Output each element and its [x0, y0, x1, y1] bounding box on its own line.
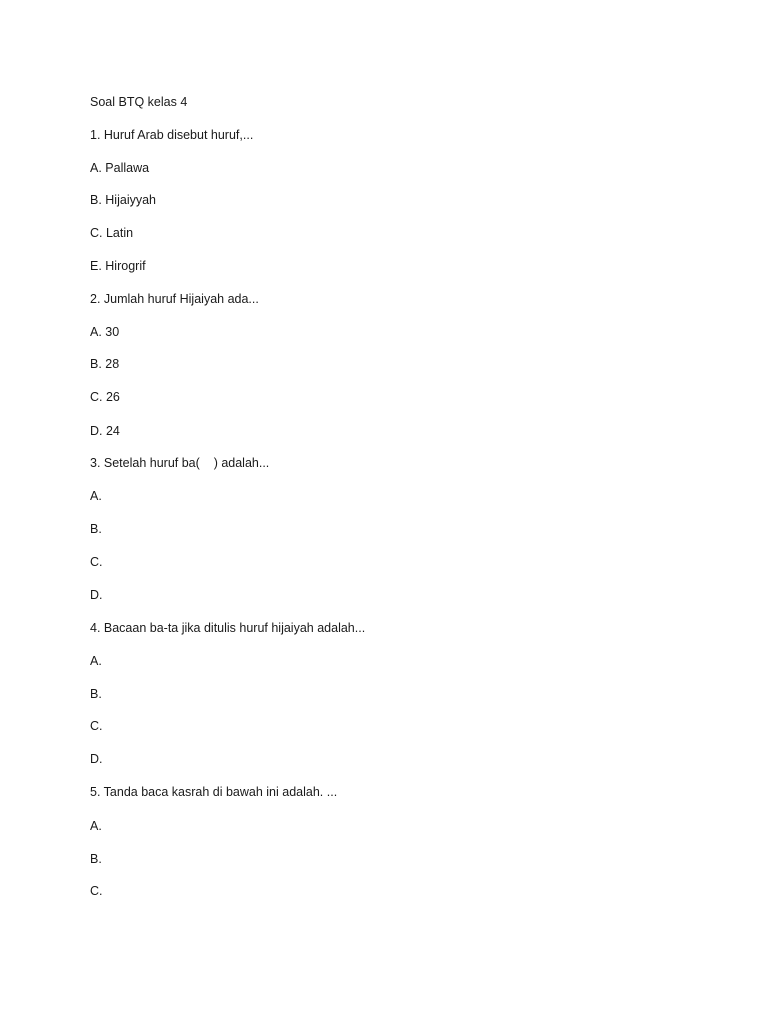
answer-option: A.: [90, 819, 102, 833]
answer-option: B.: [90, 687, 102, 701]
answer-option: A. 30: [90, 325, 120, 339]
answer-option: B. 28: [90, 357, 120, 371]
answer-option: B.: [90, 852, 102, 866]
answer-option: D.: [90, 752, 103, 766]
question-3: 3. Setelah huruf ba( ) adalah...: [90, 456, 270, 470]
answer-option: C. 26: [90, 390, 120, 404]
question-2: 2. Jumlah huruf Hijaiyah ada...: [90, 292, 259, 306]
question-5: 5. Tanda baca kasrah di bawah ini adalah. ...: [90, 785, 338, 799]
answer-option: C. Latin: [90, 226, 134, 240]
answer-option: B.: [90, 522, 102, 536]
answer-option: C.: [90, 884, 103, 898]
question-1: 1. Huruf Arab disebut huruf,...: [90, 128, 254, 142]
answer-option: D.: [90, 588, 103, 602]
answer-option: C.: [90, 719, 103, 733]
document-title: Soal BTQ kelas 4: [90, 95, 188, 109]
answer-option: D. 24: [90, 424, 120, 438]
answer-option: C.: [90, 555, 103, 569]
question-4: 4. Bacaan ba-ta jika ditulis huruf hijaiyah adalah...: [90, 621, 366, 635]
answer-option: A.: [90, 489, 102, 503]
answer-option: E. Hirogrif: [90, 259, 146, 273]
answer-option: A. Pallawa: [90, 161, 150, 175]
answer-option: B. Hijaiyyah: [90, 193, 156, 207]
answer-option: A.: [90, 654, 102, 668]
